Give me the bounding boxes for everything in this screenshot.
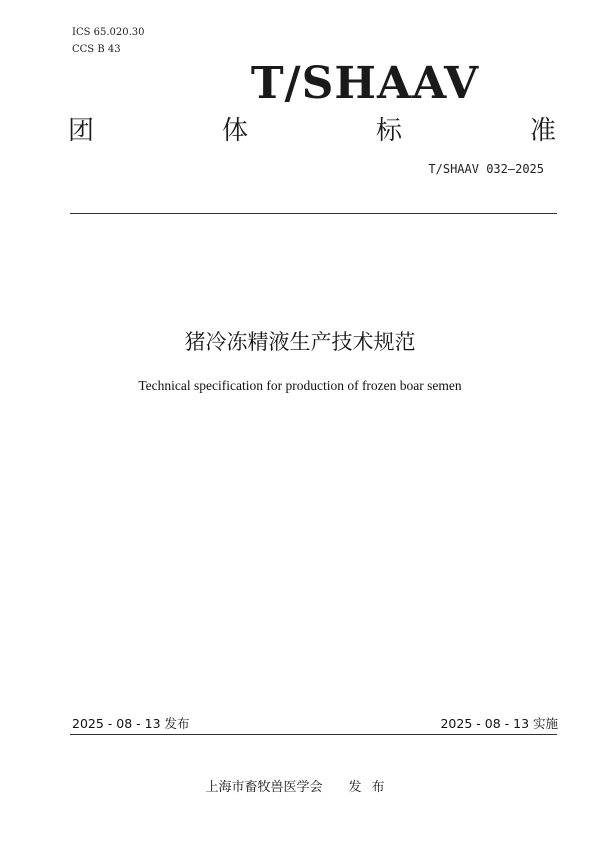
document-title-chinese: 猪冷冻精液生产技术规范: [184, 330, 416, 354]
publish-action: 发布: [348, 780, 395, 795]
publisher-name: 上海市畜牧兽医学会: [205, 780, 323, 795]
ics-code: ICS 65.020.30: [72, 27, 145, 38]
implementation-date: 2025 - 08 - 13 实施: [440, 716, 558, 731]
standard-type-char: 体: [221, 116, 248, 146]
organization-code-heading: T/SHAAV: [250, 58, 480, 109]
bottom-divider: [70, 734, 557, 735]
standard-type-char: 标: [375, 116, 402, 146]
standard-type-char: 团: [68, 116, 95, 146]
document-title-english: Technical specification for production of frozen boar semen: [138, 378, 462, 393]
ccs-code: CCS B 43: [72, 44, 121, 55]
standard-type-heading: [68, 110, 556, 147]
standard-number: T/SHAAV 032—2025: [428, 162, 544, 176]
standard-type-char: 准: [529, 116, 556, 146]
issue-date: 2025 - 08 - 13 发布: [72, 716, 190, 731]
publisher-line: [0, 776, 600, 795]
top-divider: [70, 213, 557, 214]
